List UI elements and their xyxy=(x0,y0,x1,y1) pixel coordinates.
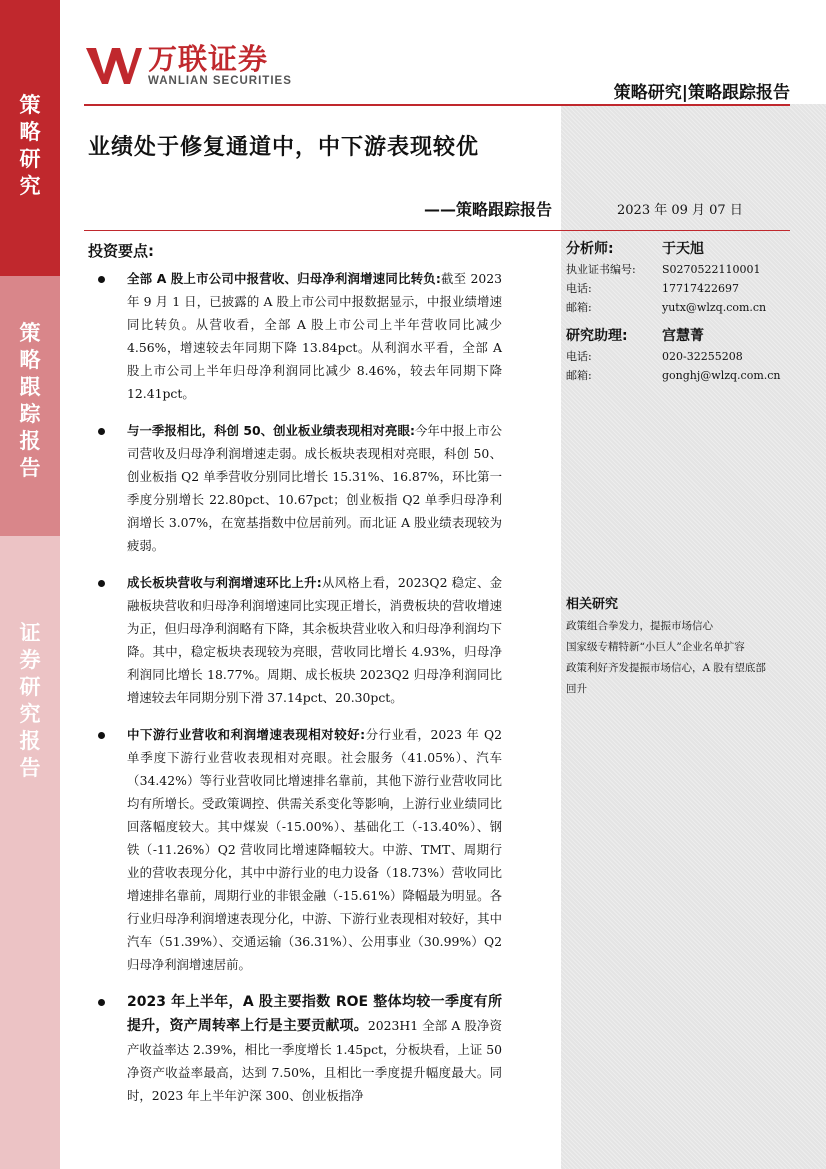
phone: 17717422697 xyxy=(662,282,739,295)
header-divider xyxy=(84,104,790,106)
sidebar-middle-block xyxy=(0,276,60,536)
sidebar-middle-label: 策略跟踪报告 xyxy=(19,321,41,480)
related-research-item[interactable]: 回升 xyxy=(566,683,587,695)
sidebar-bottom-block xyxy=(0,536,60,1169)
sidebar-bottom-label: 证券研究报告 xyxy=(19,621,41,780)
cert-number: S0270522110001 xyxy=(662,263,761,276)
related-research-title: 相关研究 xyxy=(566,597,619,612)
field-label: 邮箱: xyxy=(566,369,592,382)
company-logo xyxy=(84,44,292,88)
bullet-dot-icon xyxy=(98,276,105,283)
report-date: 2023 年 09 月 07 日 xyxy=(617,203,743,218)
bullet-dot-icon xyxy=(98,428,105,435)
key-point-text: 截至 2023 年 9 月 1 日，已披露的 A 股上市公司中报数据显示，中报业绩增速同比转负。从营收看，全部 A 股上市公司上半年营收同比减少 4.56%，增速较去年同期下降 13.84pct。从利润水平看，全部 A 股上市公司上半年归母净利润同比减少 8.46%，较去年同期下降 12.41pct。 xyxy=(127,271,502,401)
related-research-item[interactable]: 政策利好齐发提振市场信心，A 股有望底部 xyxy=(566,662,766,674)
related-research-item[interactable]: 国家级专精特新“小巨人”企业名单扩容 xyxy=(566,641,745,653)
wanlian-logo-icon xyxy=(84,44,144,88)
key-point-lead: 全部 A 股上市公司中报营收、归母净利润增速同比转负: xyxy=(127,271,441,286)
report-title: 业绩处于修复通道中，中下游表现较优 xyxy=(88,135,480,160)
title-divider xyxy=(84,230,790,231)
email[interactable]: gonghj@wlzq.com.cn xyxy=(662,369,781,382)
key-point xyxy=(84,990,502,1107)
key-point-lead: 2023 年上半年，A 股主要指数 ROE 整体均较一季度有所提升，资产周转率上行是主要贡献项。 xyxy=(127,994,502,1034)
key-point xyxy=(84,267,502,405)
field-label: 邮箱: xyxy=(566,301,592,314)
related-research-item[interactable]: 政策组合拳发力，提振市场信心 xyxy=(566,620,713,632)
key-point xyxy=(84,571,502,709)
assistant-name: 宫慧菁 xyxy=(662,328,704,344)
logo-chinese-name: 万联证券 xyxy=(148,42,269,76)
assistant-role: 研究助理: xyxy=(566,328,628,344)
bullet-dot-icon xyxy=(98,999,105,1006)
field-label: 电话: xyxy=(566,282,592,295)
key-point xyxy=(84,723,502,976)
key-point-lead: 成长板块营收与利润增速环比上升: xyxy=(127,575,322,590)
analyst-role: 分析师: xyxy=(566,241,614,257)
field-label: 电话: xyxy=(566,350,592,363)
key-point-text: 从风格上看，2023Q2 稳定、金融板块营收和归母净利润增速同比实现正增长，消费板块的营收增速为正，但归母净利润略有下降，其余板块营业收入和归母净利润均下降。其中，稳定板块表现较为亮眼，营收同比增长 4.93%，归母净利润同比增长 18.77%。周期、成长板块 2023Q2 归母净利润同比增速较去年同期分别下滑 37.14pct、20.30pct。 xyxy=(127,575,502,705)
key-points-heading: 投资要点: xyxy=(88,242,154,260)
report-category: 策略研究|策略跟踪报告 xyxy=(613,83,790,103)
key-point-text: 2023H1 全部 A 股净资产收益率达 2.39%，相比一季度增长 1.45pct，分板块看，上证 50 净资产收益率最高，达到 7.50%，且相比一季度提升幅度最大。同时，2023 年上半年沪深 300、创业板指净 xyxy=(127,1018,502,1103)
analyst-name: 于天旭 xyxy=(662,241,704,257)
bullet-dot-icon xyxy=(98,580,105,587)
key-point-text: 今年中报上市公司营收及归母净利润增速走弱。成长板块表现相对亮眼，科创 50、创业板指 Q2 单季营收分别同比增长 15.31%、16.87%，环比第一季度分别增长 22.80pct、10.67pct；创业板指 Q2 单季归母净利润增长 3.07%，在宽基指数中位居前列。而北证 A 股业绩表现较为疲弱。 xyxy=(127,423,503,553)
phone: 020-32255208 xyxy=(662,350,743,363)
field-label: 执业证书编号: xyxy=(566,263,636,276)
sidebar-top-label: 策略研究 xyxy=(19,93,41,198)
key-point-text: 分行业看，2023 年 Q2 单季度下游行业营收表现相对亮眼。社会服务（41.05%）、汽车（34.42%）等行业营收同比增速排名靠前，其他下游行业营收同比均有所增长。受政策调控、供需关系变化等影响，上游行业业绩同比回落幅度较大。其中煤炭（-15.00%）、基础化工（-13.40%）、钢铁（-11.26%）Q2 营收同比增速降幅较大。中游、TMT、周期行业的营收表现分化，其中中游行业的电力设备（18.73%）营收同比增速排名靠前，周期行业的非银金融（-15.61%）降幅最为明显。各行业归母净利润增速表现分化，中游、下游行业表现相对较好，其中汽车（51.39%）、交通运输（36.31%）、公用事业（30.99%）Q2 归母净利润增速居前。 xyxy=(127,727,502,972)
sidebar-top-block xyxy=(0,0,60,276)
logo-english-name: WANLIAN SECURITIES xyxy=(148,75,292,87)
bullet-dot-icon xyxy=(98,732,105,739)
email[interactable]: yutx@wlzq.com.cn xyxy=(662,301,767,314)
main-content xyxy=(84,240,502,1121)
research-assistant-block xyxy=(566,325,796,385)
report-subtitle: ——策略跟踪报告 xyxy=(423,200,552,219)
key-point-lead: 与一季报相比，科创 50、创业板业绩表现相对亮眼: xyxy=(127,423,415,438)
key-point-lead: 中下游行业营收和利润增速表现相对较好: xyxy=(127,727,366,742)
key-point xyxy=(84,419,502,557)
analyst-block xyxy=(566,238,796,317)
left-sidebar xyxy=(0,0,60,1169)
related-research xyxy=(566,593,806,700)
